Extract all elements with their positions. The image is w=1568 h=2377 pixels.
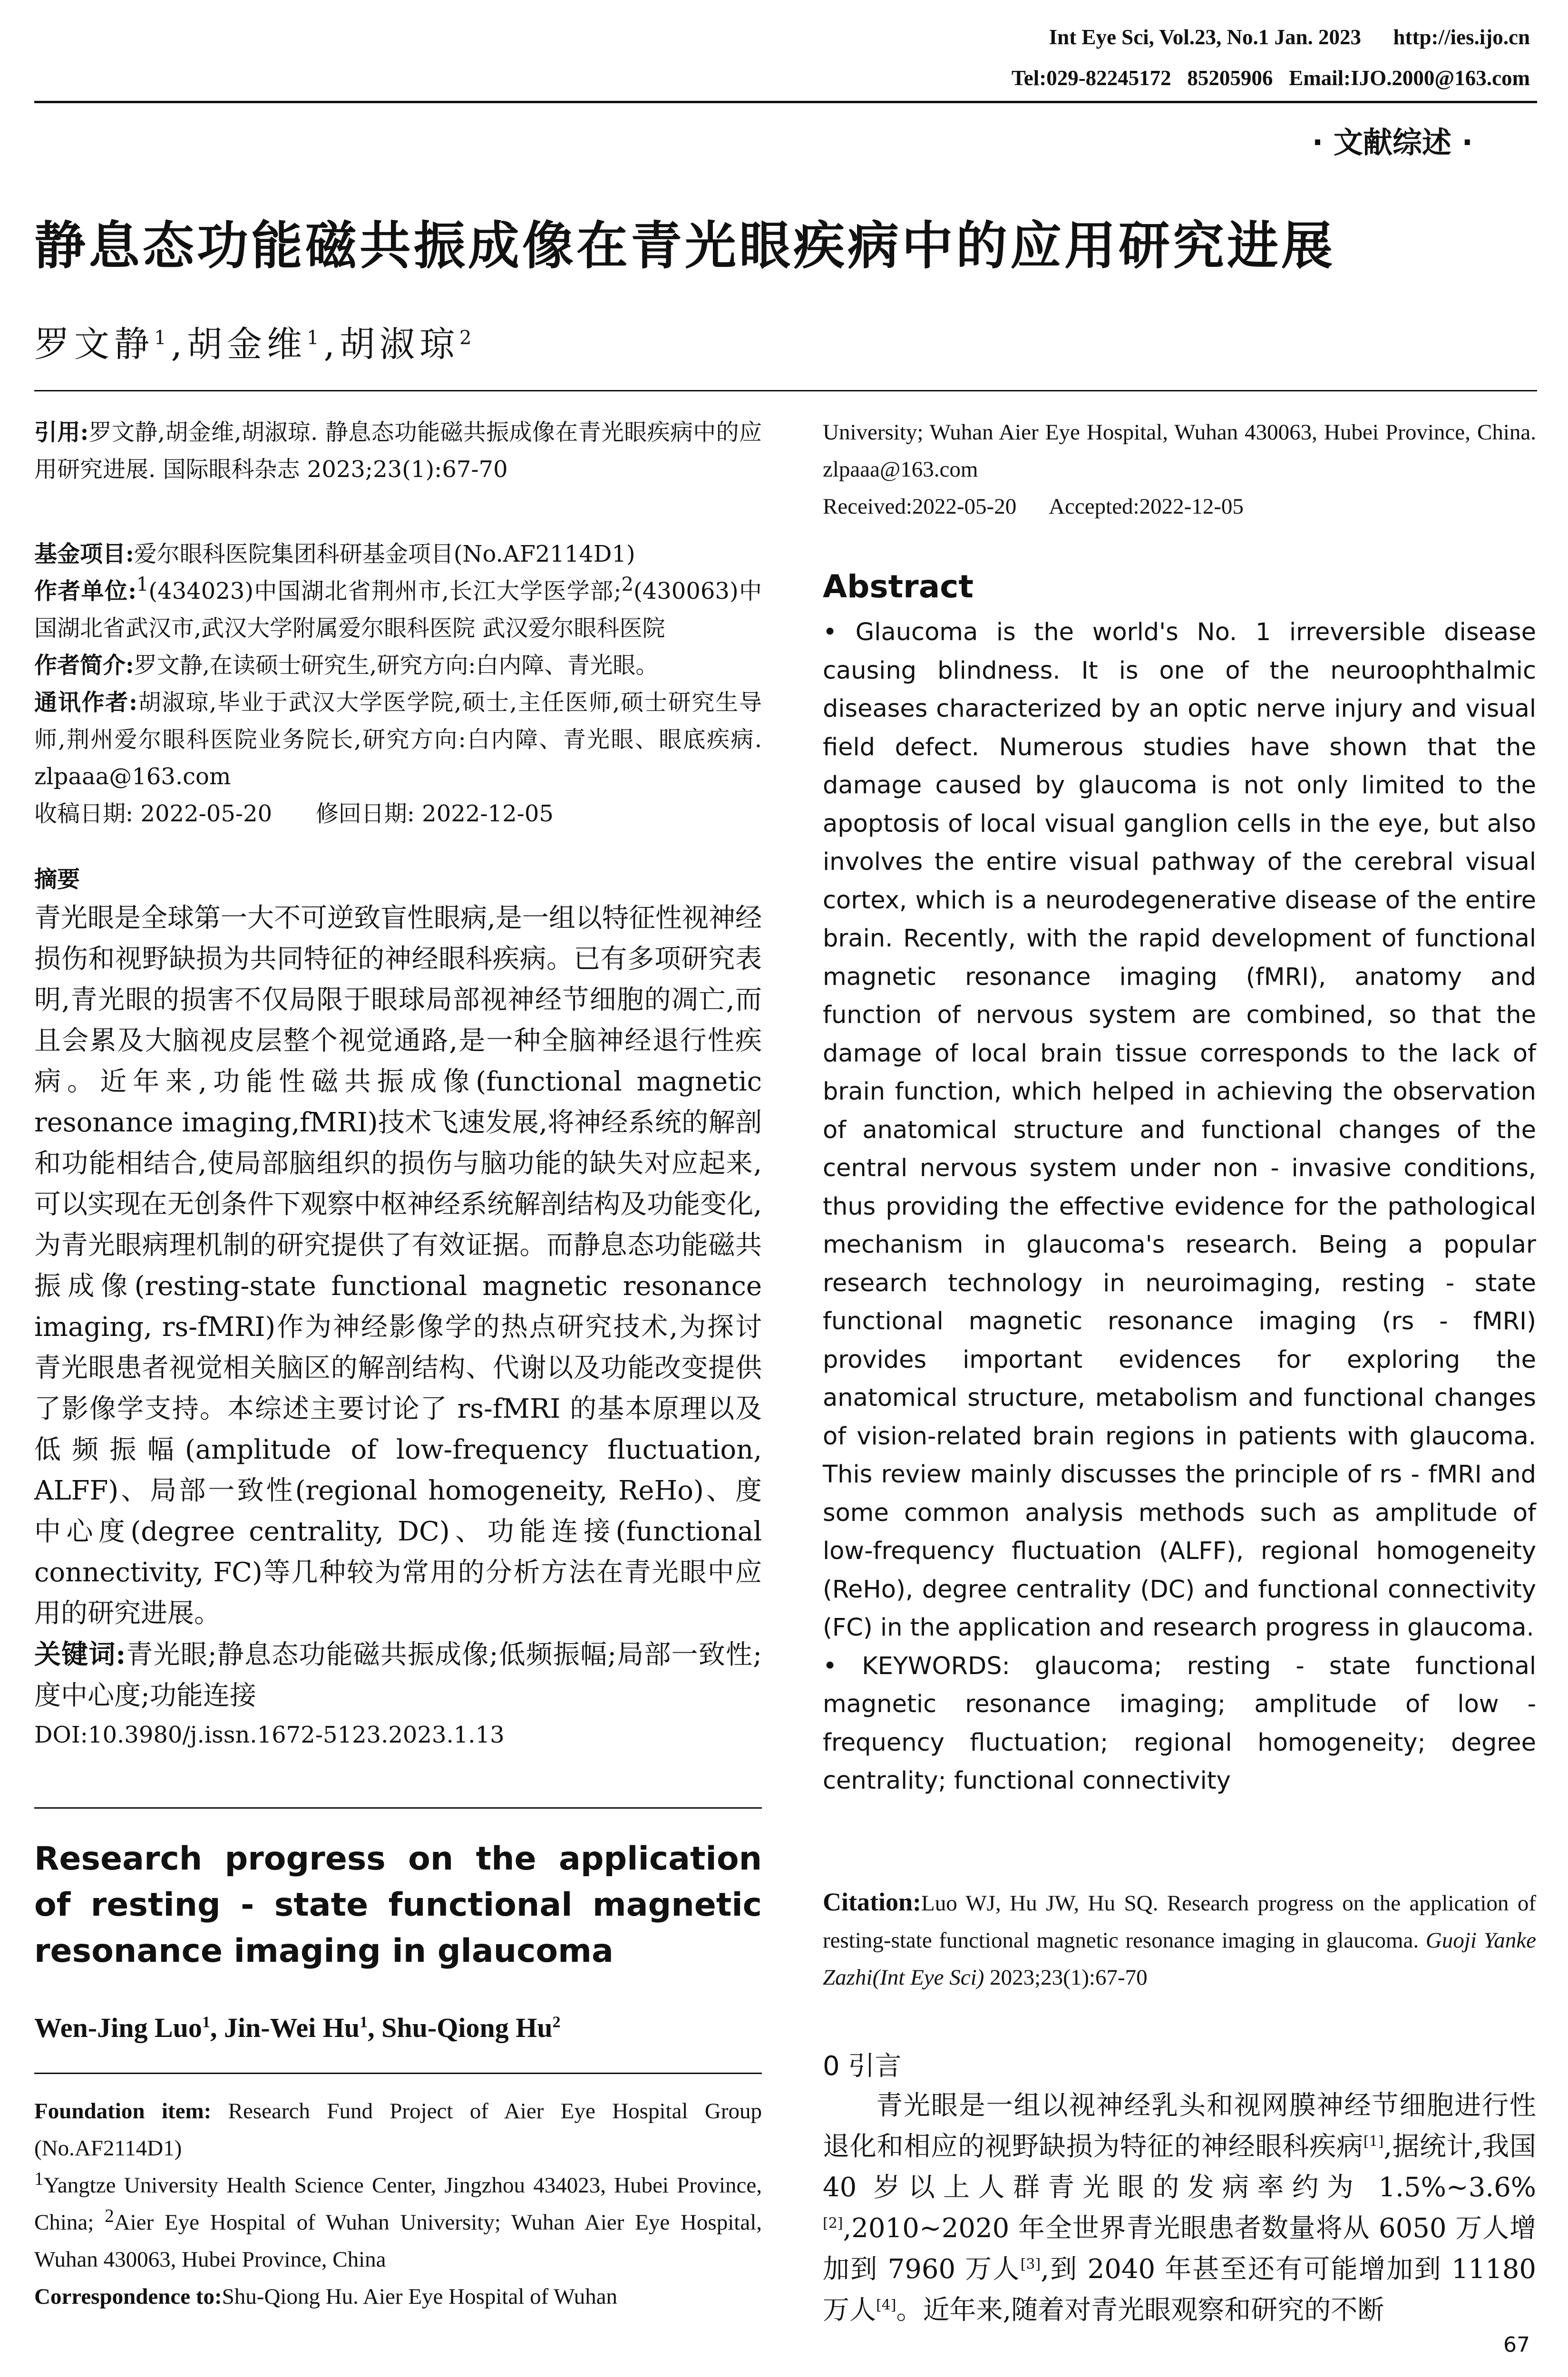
title-rule (34, 390, 1537, 391)
author-units (34, 573, 762, 647)
fund-text: 爱尔眼科医院集团科研基金项目(No.AF2114D1) (134, 541, 635, 567)
dates-cn: 收稿日期: 2022-05-20 修回日期: 2022-12-05 (34, 800, 554, 827)
corresponding-author (34, 684, 762, 795)
intro-text: 青光眼是一组以视神经乳头和视网膜神经节细胞进行性退化和相应的视野缺损为特征的神经眼科疾病 (823, 2090, 1536, 2162)
foundation-text: Research Fund Project of Aier Eye Hospital Group (No.AF2114D1) (34, 2099, 762, 2161)
page-number: 67 (1503, 2333, 1530, 2357)
author-cn: 胡淑琼 (339, 324, 459, 365)
intro-text: 罗文静,在读硕士研究生,研究方向:白内障、青光眼。 (134, 652, 659, 679)
journal-header-line: Int Eye Sci, Vol.23, No.1 Jan. 2023 http://ies.ijo.cn (1049, 25, 1530, 49)
left-divider-rule (34, 1807, 762, 1809)
abstract-heading-en: Abstract (823, 568, 974, 605)
ref-4[interactable]: [4] (876, 2297, 896, 2314)
header-rule (34, 101, 1537, 103)
section-0-heading: 0 引言 (823, 2051, 902, 2082)
author-aff: 2 (459, 327, 477, 349)
received-accepted: Received:2022-05-20 Accepted:2022-12-05 (823, 494, 1244, 519)
intro-text: ,到 2040 年甚至还有可能增加到 11180 万人 (823, 2254, 1536, 2326)
abstract-text-en: • Glaucoma is the world's No. 1 irreversible disease causing blindness. It is one of the neuroophthalmic diseases characterized by an optic nerve injury and visual field defect. Numerous studies have shown that the damage caused by glaucoma is not only limited to the apoptosis of local visual ganglion cells in the eye, but also involves the entire visual pathway of the cerebral visual cortex, which is a neurodegenerative disease of the entire brain. Recently, with the rapid development of functional magnetic resonance imaging (fMRI), anatomy and function of nervous system are combined, so that the damage of local brain tissue corresponds to the lack of brain function, which helped in achieving the observation of anatomical structure and functional changes of the central nervous system under non - invasive conditions, thus providing the effective evidence for the pathological mechanism in glaucoma's research. Being a popular research technology in neuroimaging, resting - state functional magnetic resonance imaging (rs - fMRI) provides important evidences for exploring the anatomical structure, metabolism and functional changes of vision-related brain regions in patients with glaucoma. This review mainly discusses the principle of rs - fMRI and some common analysis methods such as amplitude of low-frequency fluctuation (ALFF), regional homogeneity (ReHo), degree centrality (DC) and functional connectivity (FC) in the application and research progress in glaucoma. (823, 618, 1536, 1642)
aff-text: Aier Eye Hospital of Wuhan University; Wuhan Aier Eye Hospital, Wuhan 430063, Hubei Province, China (34, 2210, 762, 2272)
unit-text: (430063)中国湖北省武汉市,武汉大学附属爱尔眼科医院 武汉爱尔眼科医院 (34, 578, 762, 642)
citation-en-label: Citation: (823, 1888, 921, 1916)
journal-contact-line: Tel:029-82245172 85205906 Email:IJO.2000@163.com (1011, 66, 1530, 90)
citation-en-text: 2023;23(1):67-70 (984, 1965, 1148, 1990)
correspondence-text: Shu-Qiong Hu. Aier Eye Hospital of Wuhan (222, 2284, 618, 2309)
section-tag: · 文献综述 · (1312, 125, 1473, 160)
correspondence-en (34, 2278, 762, 2315)
affiliations-en (34, 2167, 762, 2278)
en-authors-rule (34, 2073, 762, 2074)
unit-sup: 1 (136, 574, 149, 595)
author-intro (34, 647, 762, 684)
citation-label: 引用: (34, 419, 89, 446)
citation-en-journal: Guoji Yanke Zazhi(Int Eye Sci) (823, 1928, 1536, 1990)
citation-cn (34, 414, 762, 488)
ref-1[interactable]: [1] (1363, 2133, 1384, 2150)
intro-text: 。近年来,随着对青光眼观察和研究的不断 (896, 2295, 1384, 2326)
keywords-cn (34, 1634, 762, 1716)
author-cn: 胡金维 (186, 324, 307, 365)
abstract-en-block (823, 614, 1536, 1801)
author-aff: 1 (306, 327, 324, 349)
corr-cont-text: University; Wuhan Aier Eye Hospital, Wuhan 430063, Hubei Province, China. zlpaaa@163.com (823, 420, 1536, 482)
author-en: Wen-Jing Luo (34, 2012, 202, 2043)
intro-paragraph (823, 2085, 1536, 2331)
ref-2[interactable]: [2] (823, 2215, 843, 2232)
correspondence-label: Correspondence to: (34, 2284, 222, 2309)
author-aff: 2 (552, 2013, 561, 2031)
authors-cn: 罗文静$^1$,胡金维$^1$,胡淑琼$^2$ (34, 324, 477, 365)
fund-info (34, 536, 762, 573)
doi: DOI:10.3980/j.issn.1672-5123.2023.1.13 (34, 1722, 505, 1748)
author-cn: 罗文静 (34, 324, 154, 365)
abstract-text-cn: 青光眼是全球第一大不可逆致盲性眼病,是一组以特征性视神经损伤和视野缺损为共同特征的神经眼科疾病。已有多项研究表明,青光眼的损害不仅局限于眼球局部视神经节细胞的凋亡,而且会累及大脑视皮层整个视觉通路,是一种全脑神经退行性疾病。近年来,功能性磁共振成像(functional magnetic resonance imaging,fMRI)技术飞速发展,将神经系统的解剖和功能相结合,使局部脑组织的损伤与脑功能的缺失对应起来,可以实现在无创条件下观察中枢神经系统解剖结构及功能变化,为青光眼病理机制的研究提供了有效证据。而静息态功能磁共振成像(resting-state functional magnetic resonance imaging, rs-fMRI)作为神经影像学的热点研究技术,为探讨青光眼患者视觉相关脑区的解剖结构、代谢以及功能改变提供了影像学支持。本综述主要讨论了 rs-fMRI 的基本原理以及低频振幅(amplitude of low-frequency fluctuation, ALFF)、局部一致性(regional homogeneity, ReHo)、度中心度(degree centrality, DC)、功能连接(functional connectivity, FC)等几种较为常用的分析方法在青光眼中应用的研究进展。 (34, 903, 762, 1629)
authors-en: Wen-Jing Luo$^1$, Jin-Wei Hu$^1$, Shu-Qiong Hu$^2$ (34, 2012, 561, 2043)
keywords-label: 关键词: (34, 1639, 126, 1670)
author-aff: 1 (202, 2013, 210, 2031)
corr-label: 通讯作者: (34, 689, 137, 716)
unit-label: 作者单位: (34, 578, 136, 604)
author-en: Jin-Wei Hu (224, 2012, 360, 2043)
foundation-item (34, 2093, 762, 2167)
aff-text: Yangtze University Health Science Center, Jingzhou 434023, Hubei Province, China; (34, 2173, 762, 2235)
unit-sup: 2 (621, 574, 633, 595)
unit-text: (434023)中国湖北省荆州市,长江大学医学部; (148, 578, 622, 604)
keywords-text: 青光眼;静息态功能磁共振成像;低频振幅;局部一致性;度中心度;功能连接 (34, 1639, 762, 1711)
citation-en (823, 1883, 1536, 1996)
article-title-cn: 静息态功能磁共振成像在青光眼疾病中的应用研究进展 (34, 216, 1336, 276)
ref-3[interactable]: [3] (1020, 2256, 1041, 2273)
corr-text: 胡淑琼,毕业于武汉大学医学院,硕士,主任医师,硕士研究生导师,荆州爱尔眼科医院业务院长,研究方向:白内障、青光眼、眼底疾病. zlpaaa@163.com (34, 689, 762, 790)
intro-label: 作者简介: (34, 652, 134, 679)
abstract-heading-cn: 摘要 (34, 866, 80, 893)
left-column (34, 414, 762, 1754)
intro-text: ,据统计,我国 40 岁以上人群青光眼的发病率约为 1.5%~3.6% (823, 2131, 1536, 2203)
foundation-label: Foundation item: (34, 2099, 212, 2124)
en-footnotes (34, 2093, 762, 2315)
author-en: Shu-Qiong Hu (381, 2012, 553, 2043)
article-title-en: Research progress on the application of resting - state functional magnetic resonance imaging in glaucoma (34, 1840, 762, 1970)
author-aff: 1 (360, 2013, 368, 2031)
citation-en-text: Luo WJ, Hu JW, Hu SQ. Research progress on the application of resting-state functional magnetic resonance imaging in glaucoma. (823, 1891, 1536, 1953)
citation-text: 罗文静,胡金维,胡淑琼. 静息态功能磁共振成像在青光眼疾病中的应用研究进展. 国际眼科杂志 2023;23(1):67-70 (34, 419, 762, 483)
intro-text: ,2010~2020 年全世界青光眼患者数量将从 6050 万人增加到 7960 万人 (823, 2213, 1536, 2285)
aff-sup: 1 (34, 2168, 44, 2189)
author-aff: 1 (154, 327, 171, 349)
correspondence-continued (823, 414, 1536, 525)
fund-label: 基金项目: (34, 541, 134, 567)
aff-sup: 2 (105, 2205, 114, 2226)
keywords-en: • KEYWORDS: glaucoma; resting - state functional magnetic resonance imaging; amplitude of low - frequency fluctuation; regional homogeneity; degree centrality; functional connectivity (823, 1652, 1536, 1795)
